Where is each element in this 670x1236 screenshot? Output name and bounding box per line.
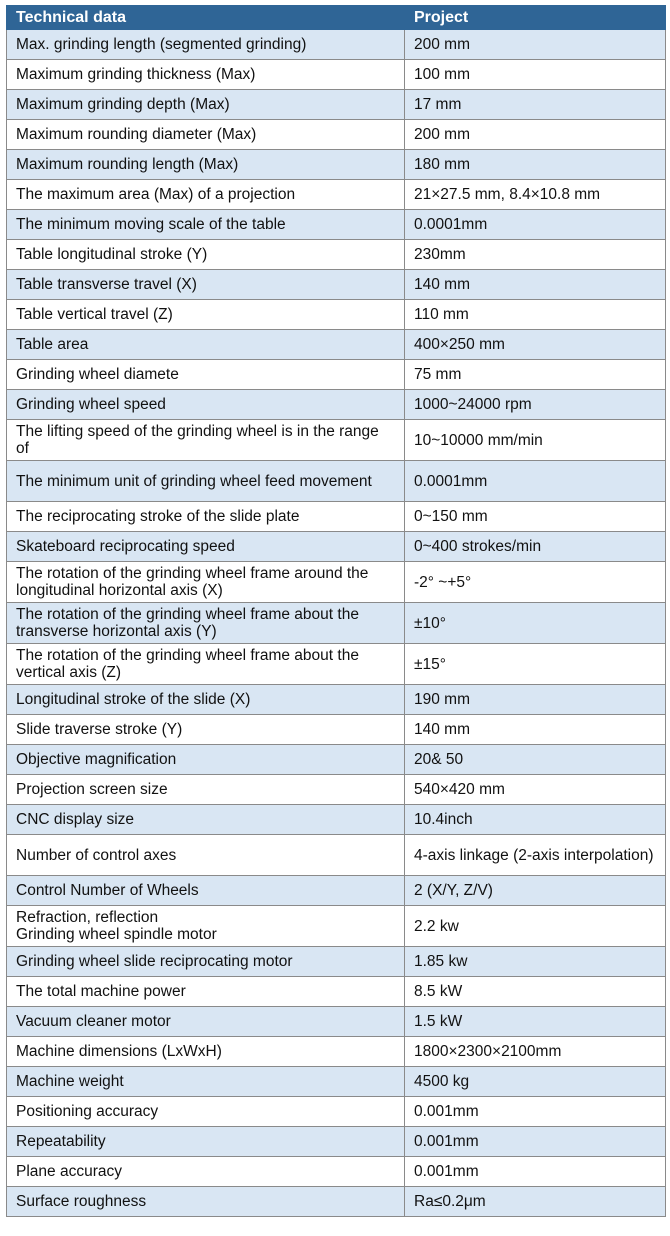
table-row [7, 270, 666, 300]
table-row [7, 1157, 666, 1187]
value-cell: 200 mm [405, 30, 666, 60]
value-cell: 2.2 kw [405, 906, 666, 947]
param-cell: The minimum moving scale of the table [7, 210, 405, 240]
table-row [7, 1187, 666, 1217]
table-row [7, 977, 666, 1007]
param-cell: Maximum grinding thickness (Max) [7, 60, 405, 90]
value-cell: 21×27.5 mm, 8.4×10.8 mm [405, 180, 666, 210]
table-row [7, 947, 666, 977]
param-cell: Maximum rounding length (Max) [7, 150, 405, 180]
table-row [7, 775, 666, 805]
param-cell: Table longitudinal stroke (Y) [7, 240, 405, 270]
value-cell: 8.5 kW [405, 977, 666, 1007]
table-row [7, 150, 666, 180]
table-row [7, 715, 666, 745]
value-cell: 75 mm [405, 360, 666, 390]
table-row [7, 461, 666, 502]
param-cell: The rotation of the grinding wheel frame about the vertical axis (Z) [7, 644, 405, 685]
value-cell: 0.001mm [405, 1157, 666, 1187]
value-cell: 10~10000 mm/min [405, 420, 666, 461]
table-row [7, 1067, 666, 1097]
table-row [7, 420, 666, 461]
table-row [7, 603, 666, 644]
value-cell: 0.001mm [405, 1127, 666, 1157]
param-cell: Max. grinding length (segmented grinding) [7, 30, 405, 60]
value-cell: 180 mm [405, 150, 666, 180]
table-row [7, 240, 666, 270]
param-cell: The lifting speed of the grinding wheel is in the range of [7, 420, 405, 461]
table-row [7, 90, 666, 120]
param-cell: Grinding wheel speed [7, 390, 405, 420]
value-cell: 0.001mm [405, 1097, 666, 1127]
table-row [7, 180, 666, 210]
table-row [7, 1097, 666, 1127]
table-row [7, 745, 666, 775]
table-row [7, 805, 666, 835]
param-cell: Machine dimensions (LxWxH) [7, 1037, 405, 1067]
table-row [7, 360, 666, 390]
value-cell: 0.0001mm [405, 210, 666, 240]
value-cell: 1.85 kw [405, 947, 666, 977]
param-cell: Maximum rounding diameter (Max) [7, 120, 405, 150]
table-row [7, 532, 666, 562]
param-cell: Projection screen size [7, 775, 405, 805]
table-row [7, 906, 666, 947]
table-row [7, 330, 666, 360]
value-cell: 17 mm [405, 90, 666, 120]
header-project: Project [405, 6, 666, 30]
table-row [7, 502, 666, 532]
value-cell: 110 mm [405, 300, 666, 330]
param-cell: Vacuum cleaner motor [7, 1007, 405, 1037]
value-cell: 4-axis linkage (2-axis interpolation) [405, 835, 666, 876]
table-row [7, 300, 666, 330]
value-cell: 4500 kg [405, 1067, 666, 1097]
header-technical-data: Technical data [7, 6, 405, 30]
table-row [7, 1037, 666, 1067]
param-cell: Machine weight [7, 1067, 405, 1097]
table-row [7, 835, 666, 876]
param-cell: Positioning accuracy [7, 1097, 405, 1127]
table-row [7, 644, 666, 685]
param-cell: Slide traverse stroke (Y) [7, 715, 405, 745]
param-cell: Number of control axes [7, 835, 405, 876]
param-cell: Refraction, reflection Grinding wheel spindle motor [7, 906, 405, 947]
value-cell: Ra≤0.2μm [405, 1187, 666, 1217]
param-cell: Surface roughness [7, 1187, 405, 1217]
table-row [7, 390, 666, 420]
param-cell: Repeatability [7, 1127, 405, 1157]
value-cell: 540×420 mm [405, 775, 666, 805]
value-cell: 100 mm [405, 60, 666, 90]
param-cell: Longitudinal stroke of the slide (X) [7, 685, 405, 715]
param-cell: The rotation of the grinding wheel frame around the longitudinal horizontal axis (X) [7, 562, 405, 603]
param-cell: Table area [7, 330, 405, 360]
param-cell: Skateboard reciprocating speed [7, 532, 405, 562]
table-row [7, 685, 666, 715]
value-cell: 140 mm [405, 270, 666, 300]
param-cell: The rotation of the grinding wheel frame about the transverse horizontal axis (Y) [7, 603, 405, 644]
value-cell: 20& 50 [405, 745, 666, 775]
value-cell: 0~150 mm [405, 502, 666, 532]
value-cell: 230mm [405, 240, 666, 270]
param-cell: Grinding wheel diamete [7, 360, 405, 390]
table-row [7, 1127, 666, 1157]
table-row [7, 562, 666, 603]
param-cell: The minimum unit of grinding wheel feed movement [7, 461, 405, 502]
param-cell: Plane accuracy [7, 1157, 405, 1187]
param-cell: The maximum area (Max) of a projection [7, 180, 405, 210]
value-cell: 190 mm [405, 685, 666, 715]
table-header-row [7, 6, 666, 30]
param-cell: Objective magnification [7, 745, 405, 775]
value-cell: 0.0001mm [405, 461, 666, 502]
value-cell: 1800×2300×2100mm [405, 1037, 666, 1067]
table-row [7, 1007, 666, 1037]
table-row [7, 876, 666, 906]
param-cell: The reciprocating stroke of the slide plate [7, 502, 405, 532]
value-cell: 1000~24000 rpm [405, 390, 666, 420]
value-cell: 400×250 mm [405, 330, 666, 360]
param-cell: Table vertical travel (Z) [7, 300, 405, 330]
table-row [7, 120, 666, 150]
value-cell: 0~400 strokes/min [405, 532, 666, 562]
value-cell: 140 mm [405, 715, 666, 745]
value-cell: 2 (X/Y, Z/V) [405, 876, 666, 906]
table-row [7, 210, 666, 240]
param-cell: Control Number of Wheels [7, 876, 405, 906]
table-row [7, 30, 666, 60]
value-cell: ±10° [405, 603, 666, 644]
technical-data-table [6, 5, 666, 1217]
param-cell: Maximum grinding depth (Max) [7, 90, 405, 120]
value-cell: ±15° [405, 644, 666, 685]
value-cell: 1.5 kW [405, 1007, 666, 1037]
value-cell: 200 mm [405, 120, 666, 150]
value-cell: 10.4inch [405, 805, 666, 835]
value-cell: -2° ~+5° [405, 562, 666, 603]
param-cell: The total machine power [7, 977, 405, 1007]
param-cell: CNC display size [7, 805, 405, 835]
table-row [7, 60, 666, 90]
param-cell: Table transverse travel (X) [7, 270, 405, 300]
param-cell: Grinding wheel slide reciprocating motor [7, 947, 405, 977]
